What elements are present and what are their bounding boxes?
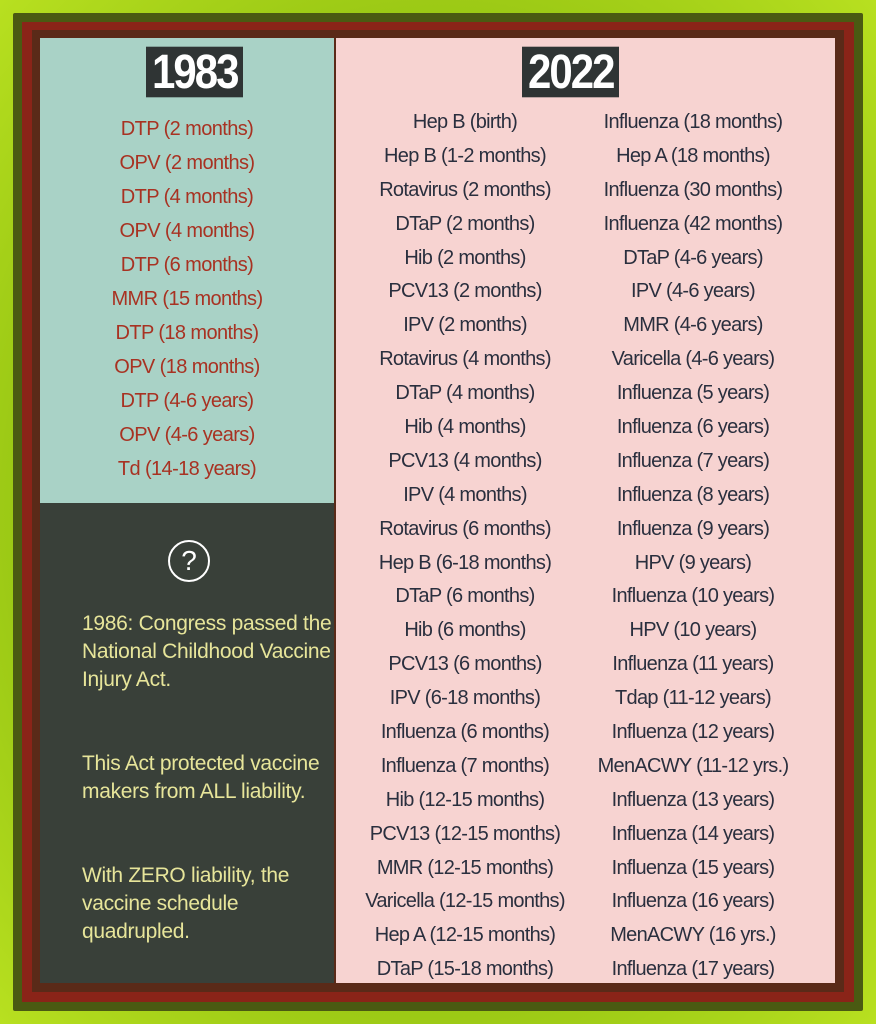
vaccine-entry: Hib (6 months) bbox=[404, 619, 526, 642]
vaccine-entry: MenACWY (11-12 yrs.) bbox=[597, 754, 789, 777]
vaccine-entry: MMR (4-6 years) bbox=[623, 314, 763, 337]
vaccine-entry: Influenza (9 years) bbox=[616, 517, 770, 540]
vaccine-entry: MMR (15 months) bbox=[111, 288, 263, 310]
note-schedule-quadrupled: With ZERO liability, the vaccine schedule quadrupled. bbox=[82, 864, 290, 943]
vaccine-entry: Influenza (6 months) bbox=[380, 721, 550, 744]
schedule-2022-column-2 bbox=[578, 105, 808, 986]
vaccine-entry: HPV (9 years) bbox=[634, 551, 752, 574]
vaccine-entry: Varicella (12-15 months) bbox=[365, 890, 565, 913]
vaccine-entry: Influenza (5 years) bbox=[616, 382, 770, 405]
vaccine-entry: DTP (6 months) bbox=[120, 254, 254, 276]
vaccine-entry: DTaP (15-18 months) bbox=[376, 958, 554, 981]
vaccine-entry: MenACWY (16 yrs.) bbox=[610, 924, 776, 947]
vaccine-entry: IPV (4 months) bbox=[403, 483, 527, 506]
note-congress-act: 1986: Congress passed the National Childhood Vaccine Injury Act. bbox=[82, 612, 332, 691]
vaccine-entry: DTaP (2 months) bbox=[395, 212, 535, 235]
vaccine-entry: Influenza (18 months) bbox=[603, 111, 783, 133]
vaccine-entry: HPV (10 years) bbox=[629, 619, 757, 642]
vaccine-entry: DTP (4 months) bbox=[120, 186, 254, 208]
vaccine-entry: Tdap (11-12 years) bbox=[615, 687, 771, 710]
vaccine-entry: IPV (2 months) bbox=[403, 314, 527, 337]
vaccine-entry: Influenza (14 years) bbox=[611, 822, 775, 845]
vaccine-entry: Rotavirus (4 months) bbox=[379, 348, 551, 371]
vaccine-entry: IPV (4-6 years) bbox=[631, 280, 755, 303]
schedule-2022-column-1 bbox=[342, 105, 588, 986]
vaccine-entry: PCV13 (6 months) bbox=[388, 653, 542, 676]
vaccine-entry: Influenza (15 years) bbox=[611, 856, 775, 879]
vaccine-entry: DTaP (6 months) bbox=[395, 585, 535, 608]
vaccine-entry: Td (14-18 years) bbox=[117, 458, 257, 480]
vaccine-entry: Influenza (11 years) bbox=[612, 653, 774, 676]
vaccine-entry: Hep B (birth) bbox=[412, 111, 518, 133]
note-liability: This Act protected vaccine makers from ALL liability. bbox=[82, 752, 320, 803]
vaccine-entry: Influenza (42 months) bbox=[603, 212, 783, 235]
vaccine-entry: Influenza (10 years) bbox=[611, 585, 775, 608]
vaccine-entry: DTP (2 months) bbox=[120, 118, 254, 140]
vaccine-entry: Influenza (30 months) bbox=[603, 178, 783, 201]
vaccine-entry: OPV (4 months) bbox=[119, 220, 255, 242]
question-mark-icon: ? bbox=[168, 540, 210, 582]
vaccine-entry: Influenza (7 years) bbox=[616, 449, 770, 472]
vaccine-entry: Hep B (1-2 months) bbox=[384, 144, 546, 167]
year-1983-heading: 1983 bbox=[146, 47, 243, 98]
vaccine-entry: Influenza (12 years) bbox=[611, 721, 775, 744]
vaccine-entry: Influenza (16 years) bbox=[611, 890, 775, 913]
vaccine-entry: PCV13 (4 months) bbox=[388, 449, 542, 472]
vaccine-entry: Influenza (13 years) bbox=[611, 788, 775, 811]
vaccine-entry: IPV (6-18 months) bbox=[389, 687, 541, 710]
vaccine-entry: Influenza (17 years) bbox=[611, 958, 775, 981]
vaccine-entry: DTP (18 months) bbox=[115, 322, 259, 344]
vaccine-entry: PCV13 (2 months) bbox=[388, 280, 542, 303]
year-2022-heading: 2022 bbox=[522, 47, 619, 98]
vaccine-entry: Hep A (18 months) bbox=[616, 144, 770, 167]
vaccine-entry: OPV (2 months) bbox=[119, 152, 255, 174]
vaccine-entry: OPV (18 months) bbox=[114, 356, 260, 378]
vaccine-entry: Influenza (8 years) bbox=[616, 483, 770, 506]
vaccine-entry: Hep B (6-18 months) bbox=[378, 551, 552, 574]
vaccine-entry: PCV13 (12-15 months) bbox=[369, 822, 561, 845]
vaccine-entry: Varicella (4-6 years) bbox=[611, 348, 775, 371]
vaccine-entry: DTaP (4 months) bbox=[395, 382, 535, 405]
vaccine-entry: Hib (12-15 months) bbox=[385, 788, 545, 811]
vaccine-entry: Hib (2 months) bbox=[404, 246, 526, 269]
vaccine-entry: Hep A (12-15 months) bbox=[374, 924, 556, 947]
vaccine-entry: DTP (4-6 years) bbox=[120, 390, 254, 412]
vaccine-entry: MMR (12-15 months) bbox=[376, 856, 554, 879]
vaccine-entry: Rotavirus (6 months) bbox=[379, 517, 551, 540]
vaccine-entry: Rotavirus (2 months) bbox=[379, 178, 551, 201]
schedule-1983-list bbox=[40, 112, 334, 486]
vaccine-entry: OPV (4-6 years) bbox=[119, 424, 255, 446]
vaccine-entry: Influenza (6 years) bbox=[616, 416, 770, 439]
vaccine-entry: DTaP (4-6 years) bbox=[623, 246, 763, 269]
vaccine-entry: Influenza (7 months) bbox=[380, 754, 550, 777]
vaccine-entry: Hib (4 months) bbox=[404, 416, 526, 439]
